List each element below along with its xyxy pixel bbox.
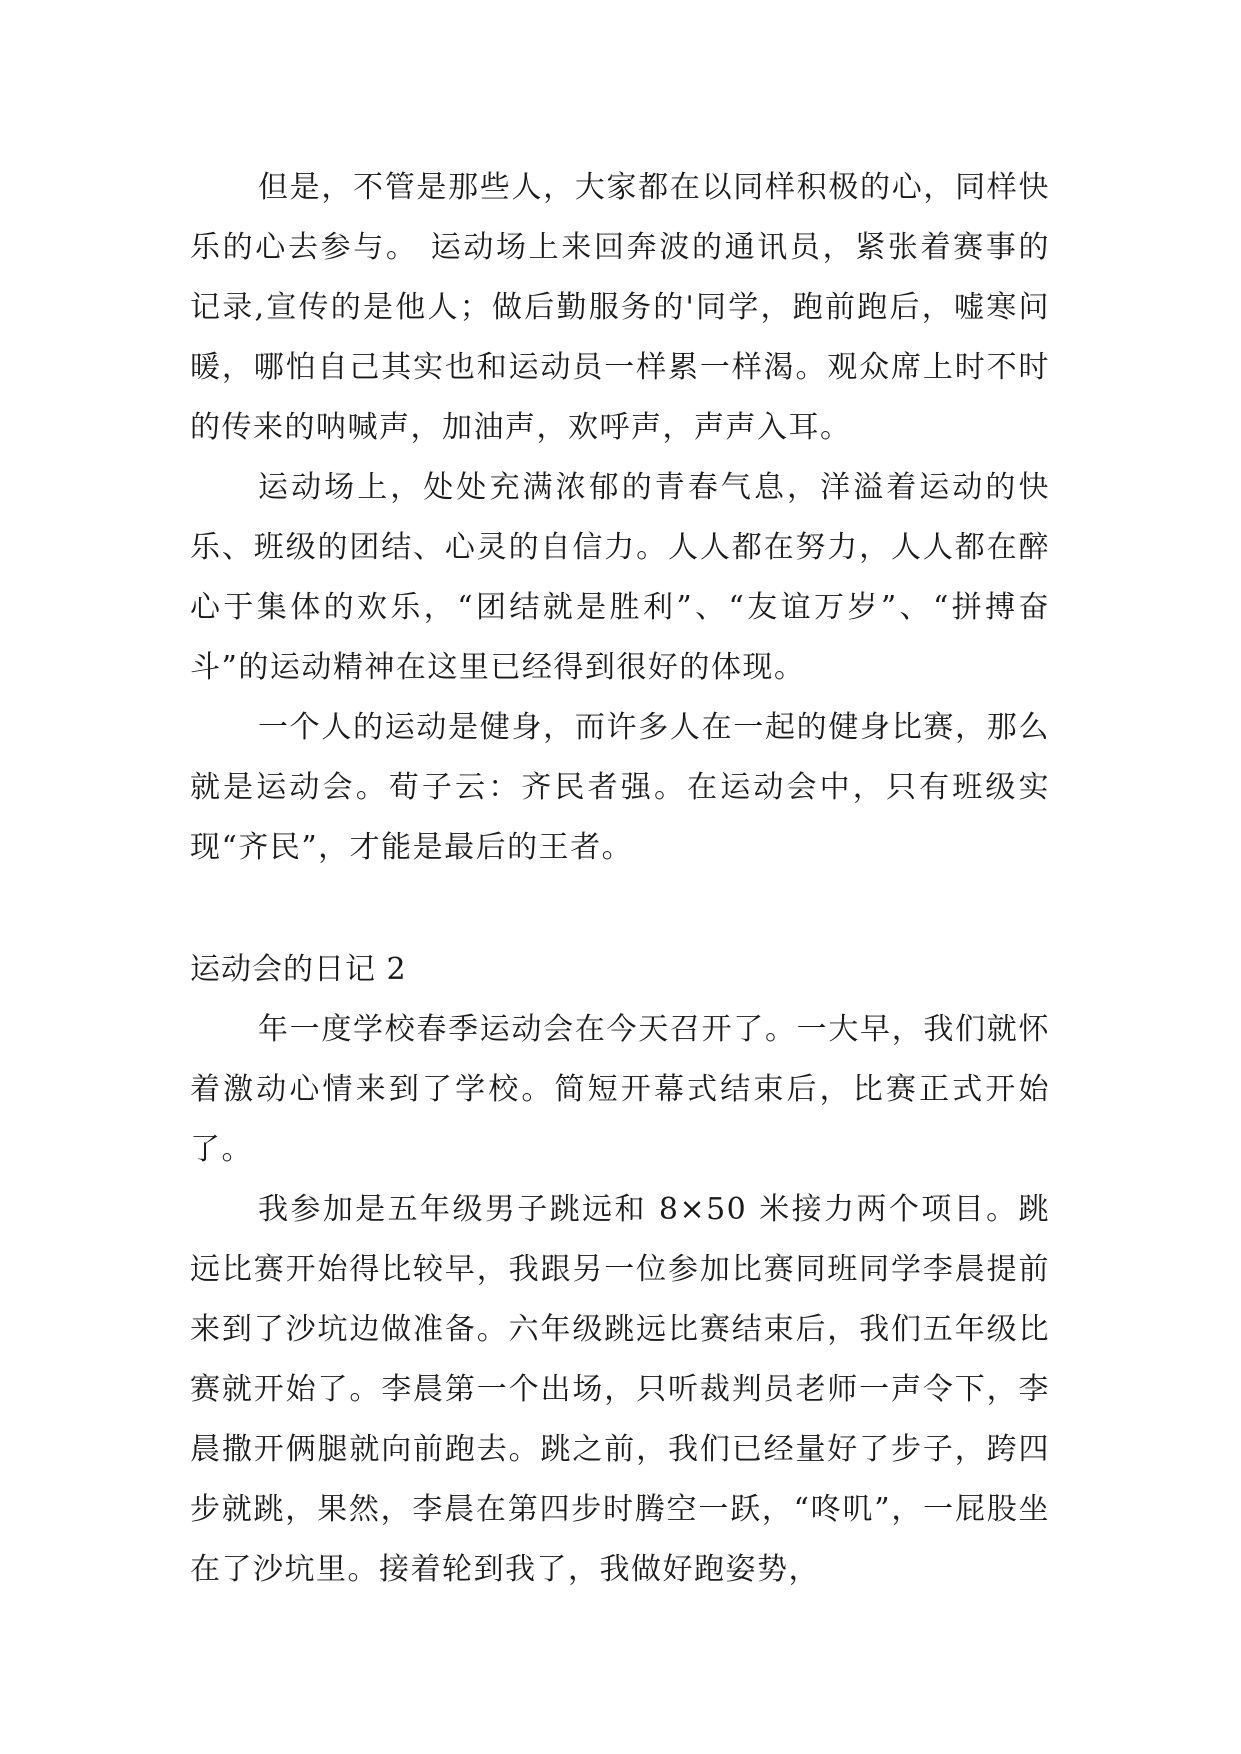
section-heading: 运动会的日记 2 <box>190 952 407 987</box>
document-page <box>190 158 1050 1600</box>
paragraph: 运动场上，处处充满浓郁的青春气息，洋溢着运动的快乐、班级的团结、心灵的自信力。人人都在努力，人人都在醉心于集体的欢乐，“团结就是胜利”、“友谊万岁”、“拼搏奋斗”的运动精神在这里已经得到很好的体现。 <box>190 470 1050 685</box>
paragraph: 一个人的运动是健身，而许多人在一起的健身比赛，那么就是运动会。荀子云：齐民者强。在运动会中，只有班级实现“齐民”，才能是最后的王者。 <box>190 710 1050 865</box>
paragraph: 我参加是五年级男子跳远和 8×50 米接力两个项目。跳远比赛开始得比较早，我跟另一位参加比赛同班同学李晨提前来到了沙坑边做准备。六年级跳远比赛结束后，我们五年级比赛就开始了。李晨第一个出场，只听裁判员老师一声令下，李晨撒开俩腿就向前跑去。跳之前，我们已经量好了步子，跨四步就跳，果然，李晨在第四步时腾空一跃，“咚叽”，一屁股坐在了沙坑里。接着轮到我了，我做好跑姿势， <box>190 1192 1050 1587</box>
paragraph: 但是，不管是那些人，大家都在以同样积极的心，同样快乐的心去参与。 运动场上来回奔波的通讯员，紧张着赛事的记录,宣传的是他人；做后勤服务的'同学，跑前跑后，嘘寒问暖，哪怕自己其实也和运动员一样累一样渴。观众席上时不时的传来的呐喊声，加油声，欢呼声，声声入耳。 <box>190 170 1050 445</box>
section-spacer <box>190 878 1050 940</box>
paragraph: 年一度学校春季运动会在今天召开了。一大早，我们就怀着激动心情来到了学校。简短开幕式结束后，比赛正式开始了。 <box>190 1012 1050 1167</box>
